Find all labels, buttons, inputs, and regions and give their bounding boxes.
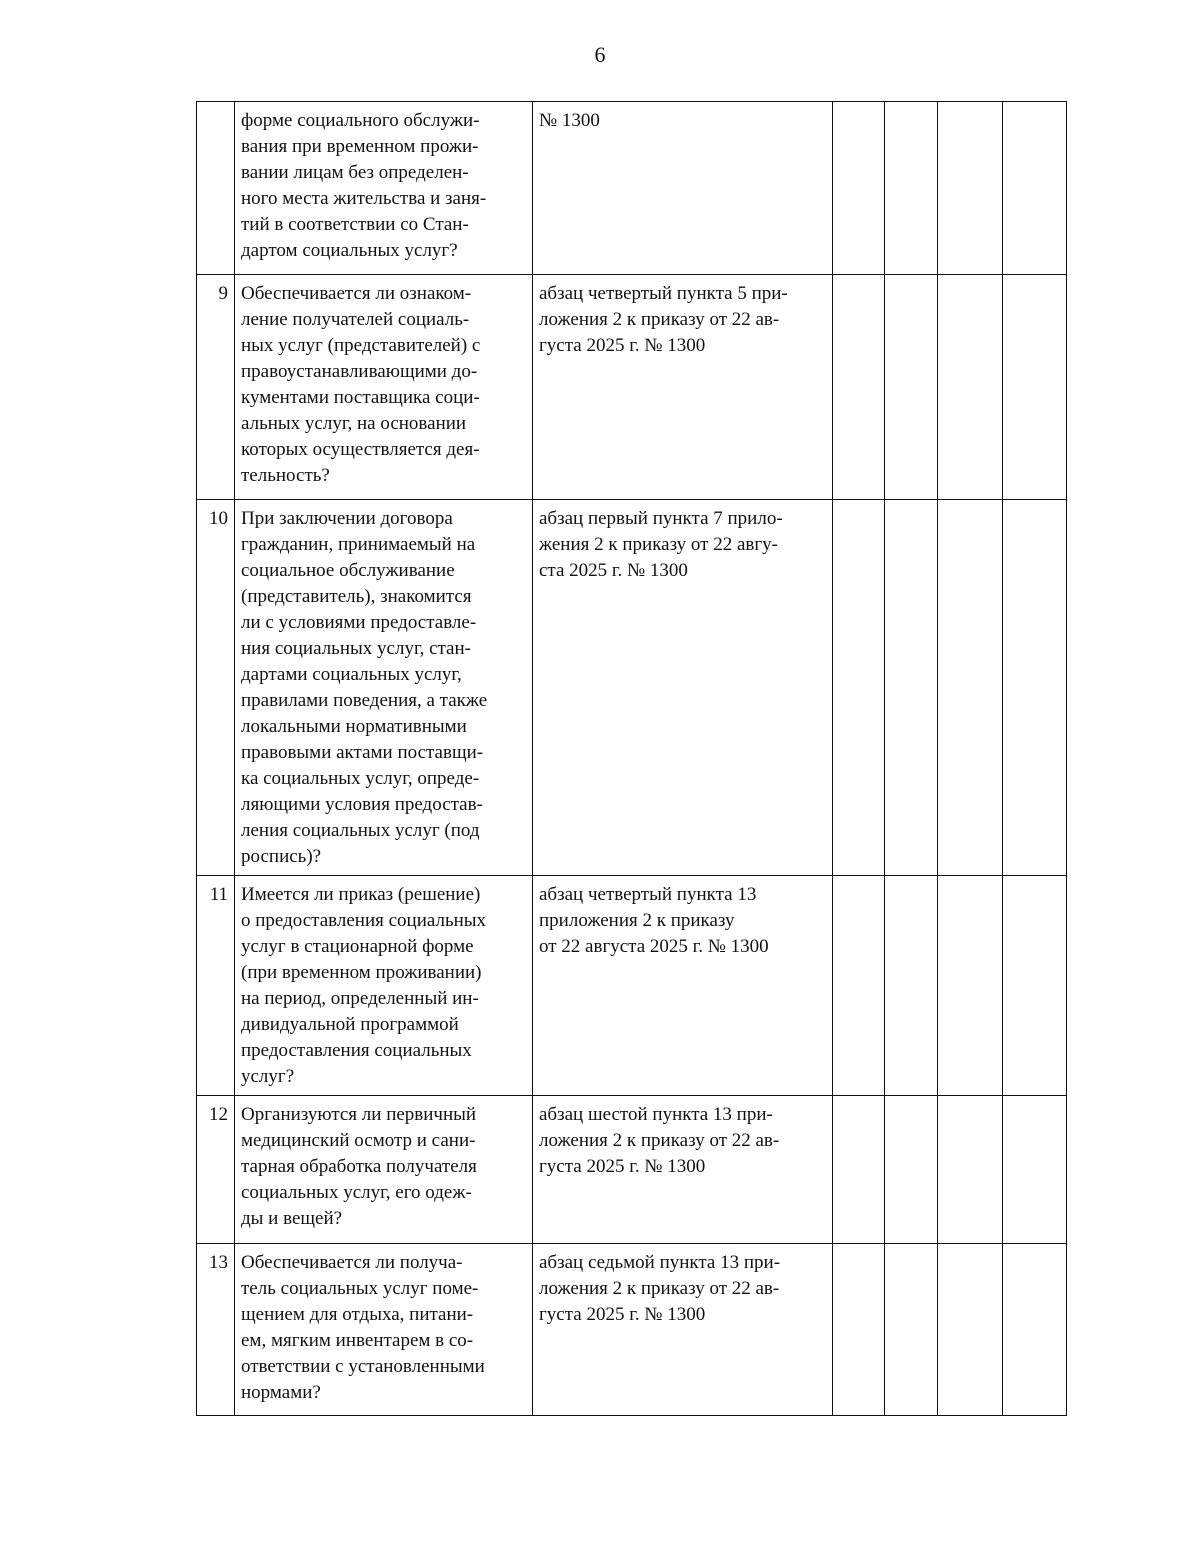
row-number: 9 (197, 275, 235, 500)
answer-cell-yes[interactable] (833, 102, 885, 275)
table-row (197, 275, 1067, 500)
page-number: 6 (594, 42, 606, 67)
answer-cell-na[interactable] (938, 1244, 1003, 1416)
question-cell: Организуются ли первичный медицинский осмотр и сани- тарная обработка получателя социальных услуг, его одеж- ды и вещей? (235, 1096, 533, 1244)
answer-cell-na[interactable] (938, 1096, 1003, 1244)
answer-cell-yes[interactable] (833, 1244, 885, 1416)
answer-cell-yes[interactable] (833, 1096, 885, 1244)
question-cell: Обеспечивается ли получа- тель социальных услуг поме- щением для отдыха, питани- ем, мягким инвентарем в со- ответствии с установленными нормами? (235, 1244, 533, 1416)
notes-cell[interactable] (1003, 500, 1067, 876)
row-number: 11 (197, 876, 235, 1096)
question-cell: Имеется ли приказ (решение) о предоставления социальных услуг в стационарной форме (при временном проживании) на период, определенный ин- дивидуальной программой предоставления социальных услуг? (235, 876, 533, 1096)
table-row (197, 1096, 1067, 1244)
row-number: 10 (197, 500, 235, 876)
answer-cell-no[interactable] (885, 1096, 938, 1244)
reference-cell: абзац седьмой пункта 13 при- ложения 2 к приказу от 22 ав- густа 2025 г. № 1300 (533, 1244, 833, 1416)
answer-cell-no[interactable] (885, 275, 938, 500)
answer-cell-na[interactable] (938, 876, 1003, 1096)
question-cell: форме социального обслужи- вания при временном прожи- вании лицам без определен- ного места жительства и заня- тий в соответствии со Стан- дартом социальных услуг? (235, 102, 533, 275)
reference-cell: абзац четвертый пункта 5 при- ложения 2 к приказу от 22 ав- густа 2025 г. № 1300 (533, 275, 833, 500)
notes-cell[interactable] (1003, 1244, 1067, 1416)
table-row (197, 876, 1067, 1096)
answer-cell-no[interactable] (885, 876, 938, 1096)
reference-cell: абзац первый пункта 7 прило- жения 2 к приказу от 22 авгу- ста 2025 г. № 1300 (533, 500, 833, 876)
reference-cell: абзац шестой пункта 13 при- ложения 2 к приказу от 22 ав- густа 2025 г. № 1300 (533, 1096, 833, 1244)
reference-cell: абзац четвертый пункта 13 приложения 2 к приказу от 22 августа 2025 г. № 1300 (533, 876, 833, 1096)
notes-cell[interactable] (1003, 102, 1067, 275)
answer-cell-yes[interactable] (833, 500, 885, 876)
answer-cell-yes[interactable] (833, 275, 885, 500)
row-number: 12 (197, 1096, 235, 1244)
reference-cell: № 1300 (533, 102, 833, 275)
checklist-table (196, 101, 1067, 1416)
notes-cell[interactable] (1003, 876, 1067, 1096)
table-row (197, 500, 1067, 876)
question-cell: При заключении договора гражданин, принимаемый на социальное обслуживание (представитель), знакомится ли с условиями предоставле- ния социальных услуг, стан- дартами социальных услуг, правилами поведения, а также локальными нормативными правовыми актами поставщи- ка социальных услуг, опреде- ляющими условия предостав- ления социальных услуг (под роспись)? (235, 500, 533, 876)
answer-cell-yes[interactable] (833, 876, 885, 1096)
answer-cell-na[interactable] (938, 102, 1003, 275)
table-row (197, 1244, 1067, 1416)
answer-cell-na[interactable] (938, 275, 1003, 500)
question-cell: Обеспечивается ли ознаком- ление получателей социаль- ных услуг (представителей) с правоустанавливающими до- кументами поставщика соци- альных услуг, на основании которых осуществляется дея- тельность? (235, 275, 533, 500)
notes-cell[interactable] (1003, 275, 1067, 500)
notes-cell[interactable] (1003, 1096, 1067, 1244)
answer-cell-no[interactable] (885, 500, 938, 876)
table-row (197, 102, 1067, 275)
row-number: 13 (197, 1244, 235, 1416)
answer-cell-no[interactable] (885, 1244, 938, 1416)
answer-cell-no[interactable] (885, 102, 938, 275)
answer-cell-na[interactable] (938, 500, 1003, 876)
row-number (197, 102, 235, 275)
